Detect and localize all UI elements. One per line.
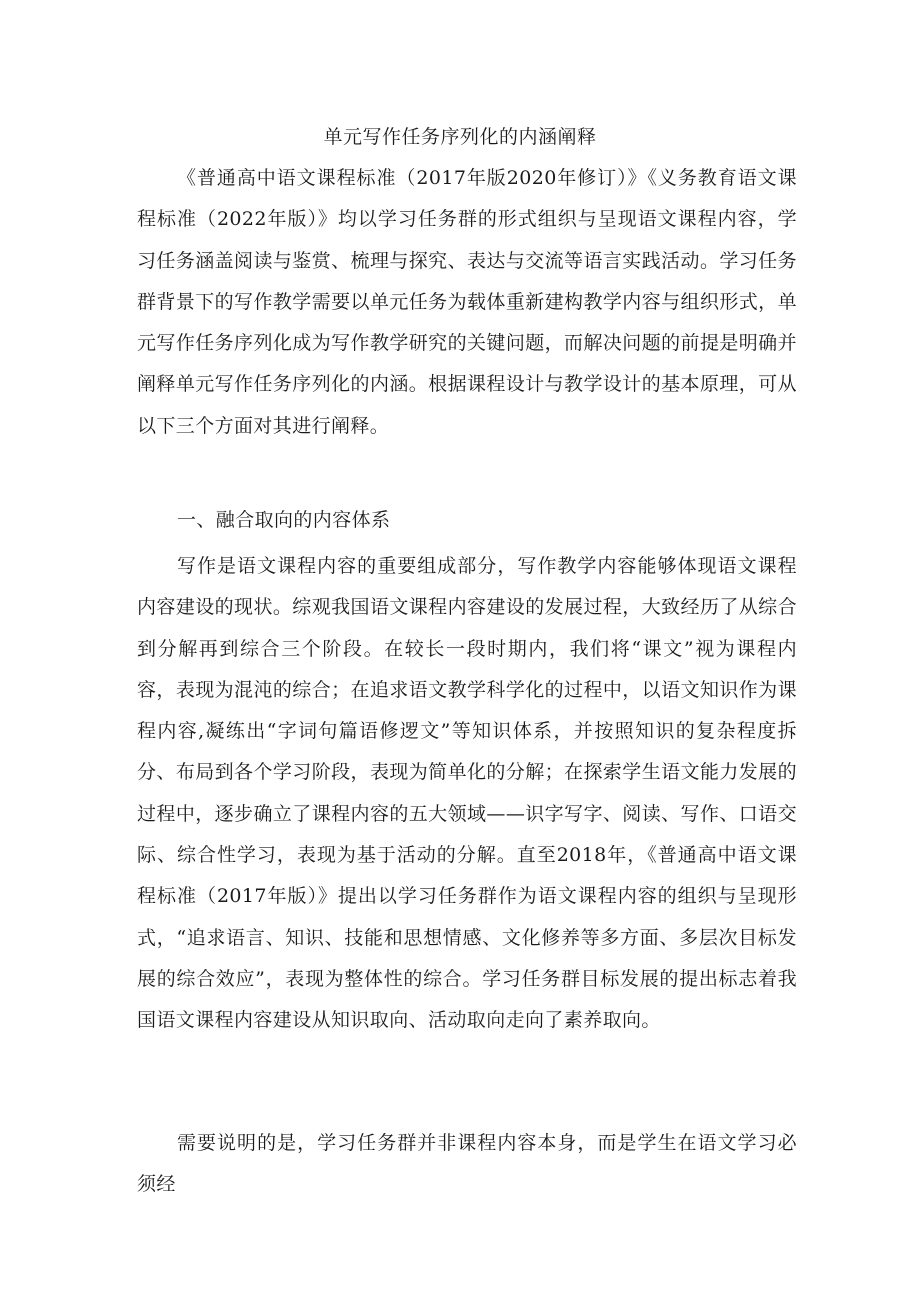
- document-title: 单元写作任务序列化的内涵阐释: [323, 126, 597, 148]
- section-heading: 一、融合取向的内容体系: [177, 509, 391, 531]
- intro-paragraph: 《普通高中语文课程标准（2017年版2020年修订）》《义务教育语文课程标准（2022年版）》均以学习任务群的形式组织与呈现语文课程内容，学习任务涵盖阅读与鉴赏、梳理与探究、表达与交流等语言实践活动。学习任务群背景下的写作教学需要以单元任务为载体重新建构教学内容与组织形式，单元写作任务序列化成为写作教学研究的关键问题，而解决问题的前提是明确并阐释单元写作任务序列化的内涵。根据课程设计与教学设计的基本原理，可从以下三个方面对其进行阐释。: [137, 167, 797, 437]
- body-paragraph-continued: 需要说明的是，学习任务群并非课程内容本身，而是学生在语文学习必须经: [137, 1132, 797, 1196]
- body-paragraph: 写作是语文课程内容的重要组成部分，写作教学内容能够体现语文课程内容建设的现状。综观我国语文课程内容建设的发展过程，大致经历了从综合到分解再到综合三个阶段。在较长一段时期内，我们将“课文”视为课程内容，表现为混沌的综合；在追求语文教学科学化的过程中，以语文知识作为课程内容,凝练出“字词句篇语修逻文”等知识体系，并按照知识的复杂程度拆分、布局到各个学习阶段，表现为简单化的分解；在探索学生语文能力发展的过程中，逐步确立了课程内容的五大领域——识字写字、阅读、写作、口语交际、综合性学习，表现为基于活动的分解。直至2018年，《普通高中语文课程标准（2017年版）》提出以学习任务群作为语文课程内容的组织与呈现形式，“追求语言、知识、技能和思想情感、文化修养等多方面、多层次目标发展的综合效应”，表现为整体性的综合。学习任务群目标发展的提出标志着我国语文课程内容建设从知识取向、活动取向走向了素养取向。: [137, 555, 797, 1032]
